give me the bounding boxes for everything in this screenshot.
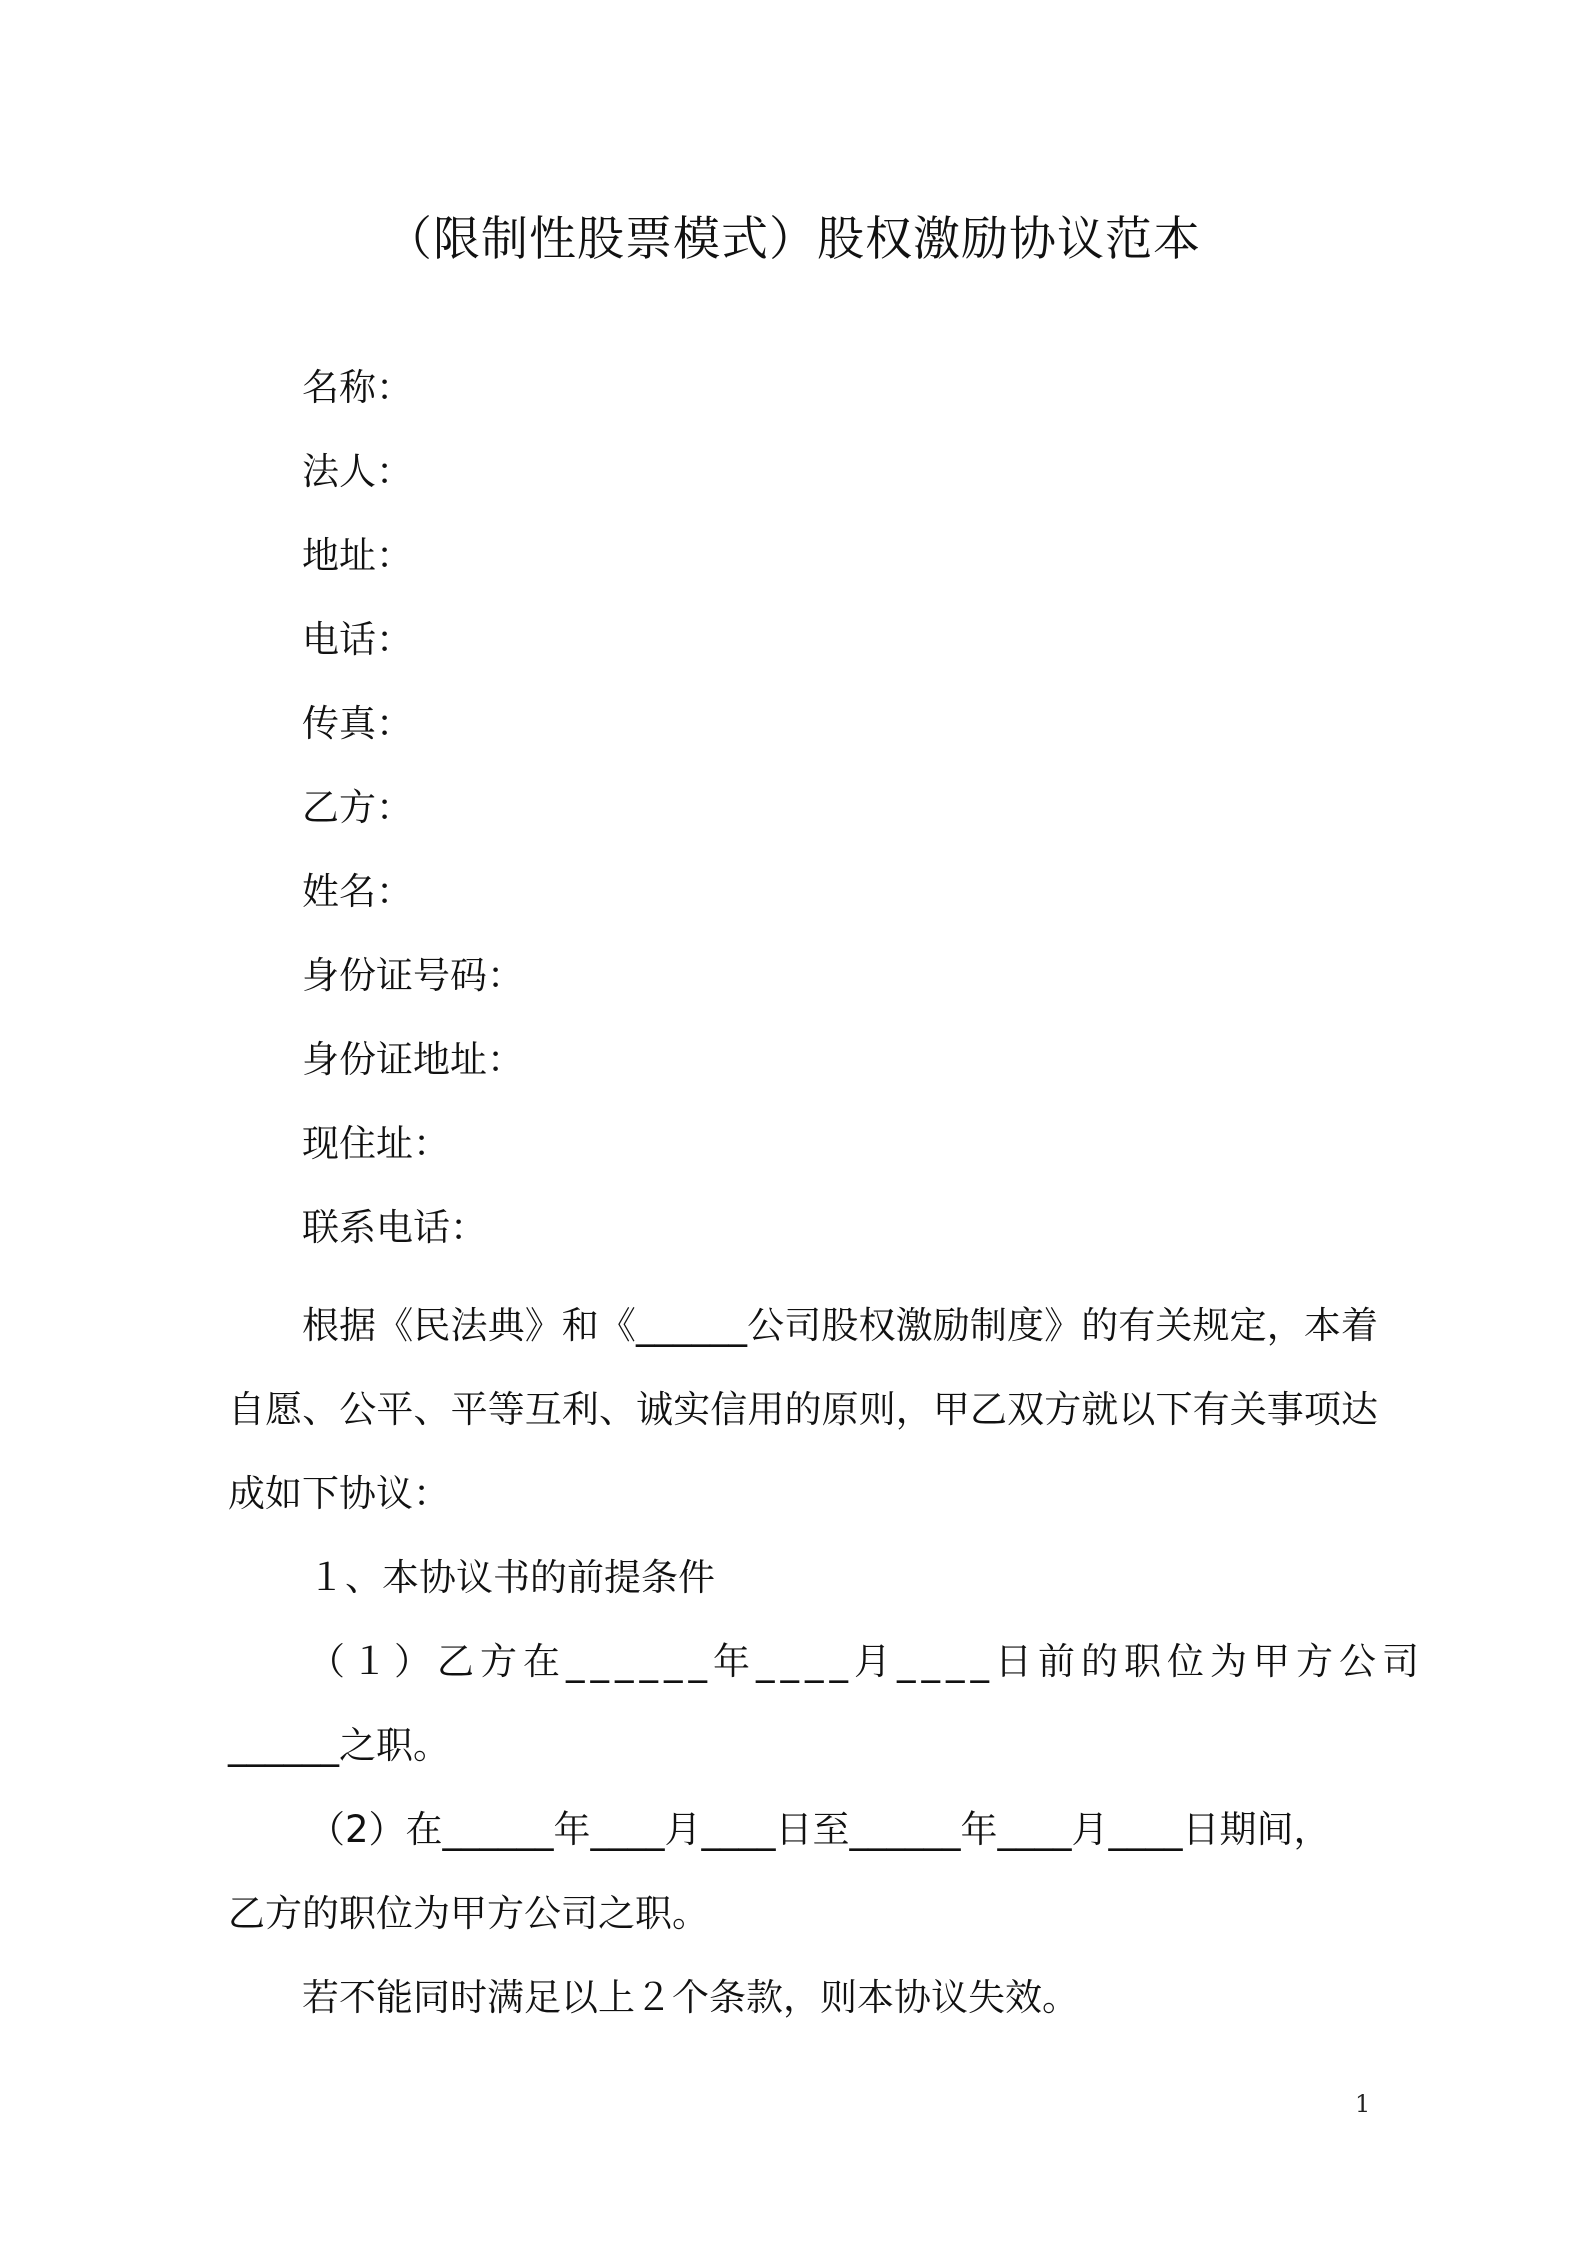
clause-1-line-2: ______之职。 xyxy=(228,1724,450,1767)
field-fax: 传真： xyxy=(302,702,413,745)
field-phone: 电话： xyxy=(302,618,413,661)
page-number: 1 xyxy=(1355,2090,1371,2118)
document-title: （限制性股票模式）股权激励协议范本 xyxy=(385,212,1201,267)
field-contact-phone: 联系电话： xyxy=(302,1206,487,1249)
clause-1-line-1: （１）乙方在______年____月____日前的职位为甲方公司 xyxy=(308,1640,1425,1683)
agreement-body xyxy=(228,1284,1425,2040)
clause-2-line-2: 乙方的职位为甲方公司之职。 xyxy=(228,1892,709,1935)
clause-2-line-1: （2）在______年____月____日至______年____月____日期间， xyxy=(308,1808,1331,1851)
field-name: 名称： xyxy=(302,366,413,409)
field-legal-person: 法人： xyxy=(302,450,413,493)
condition-note: 若不能同时满足以上２个条款，则本协议失效。 xyxy=(302,1976,1079,2019)
field-id-address: 身份证地址： xyxy=(302,1038,524,1081)
field-full-name: 姓名： xyxy=(302,870,413,913)
field-address: 地址： xyxy=(302,534,413,577)
field-id-number: 身份证号码： xyxy=(302,954,524,997)
section-1-heading: １、本协议书的前提条件 xyxy=(308,1556,715,1599)
intro-paragraph: 根据《民法典》和《______公司股权激励制度》的有关规定，本着自愿、公平、平等互利、诚实信用的原则，甲乙双方就以下有关事项达成如下协议： xyxy=(228,1304,1378,1515)
field-current-address: 现住址： xyxy=(302,1122,450,1165)
party-info-fields xyxy=(302,360,1402,1284)
field-party-b: 乙方： xyxy=(302,786,413,829)
